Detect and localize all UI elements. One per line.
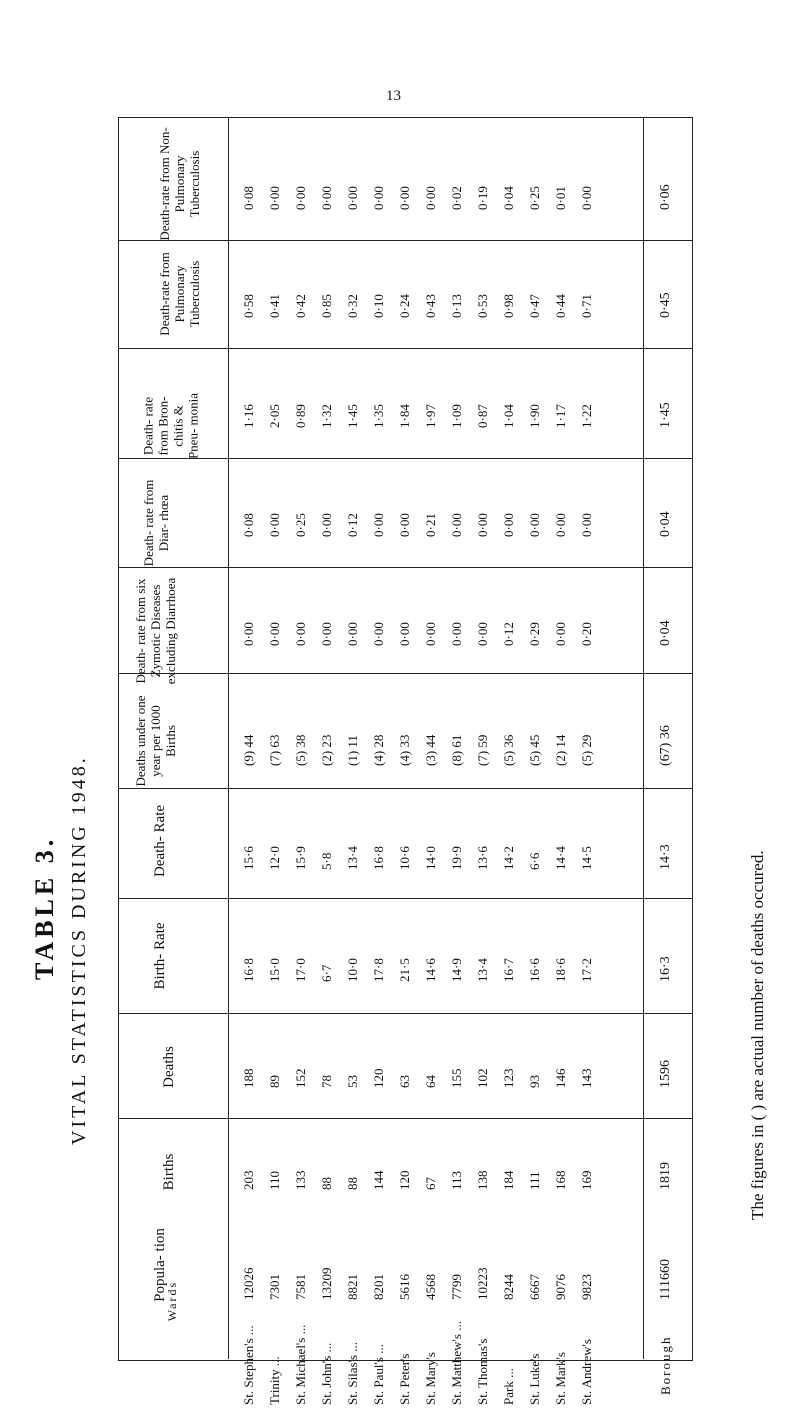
table-cell: 1·90 xyxy=(527,404,542,428)
table-cell: 0·44 xyxy=(553,294,568,318)
table-cell: 1·22 xyxy=(579,404,594,428)
ward-name: Trinity ... xyxy=(267,1356,282,1405)
table-cell: 0·42 xyxy=(293,294,308,318)
table-cell: 14·4 xyxy=(553,846,568,870)
table-cell: 0·41 xyxy=(267,294,282,318)
table-cell: 6667 xyxy=(527,1274,542,1300)
table-cell: 152 xyxy=(293,1068,308,1088)
table-cell: 113 xyxy=(449,1170,464,1190)
ward-name: St. Matthew's ... xyxy=(449,1321,464,1405)
table-cell: 0·00 xyxy=(423,186,438,210)
table-cell: 0·00 xyxy=(579,513,594,537)
table-cell: 15·6 xyxy=(241,846,256,870)
table-cell: 1·35 xyxy=(371,404,386,428)
table-cell: 0·04 xyxy=(501,186,516,210)
table-cell: 0·43 xyxy=(423,294,438,318)
table-cell: 1·84 xyxy=(397,404,412,428)
table-cell: 0·13 xyxy=(449,294,464,318)
table-cell: 0·01 xyxy=(553,186,568,210)
table-cell: 63 xyxy=(397,1075,412,1088)
table-cell: 0·20 xyxy=(579,622,594,646)
table-cell: (3) 44 xyxy=(423,734,438,766)
table-cell: 6·7 xyxy=(319,964,334,982)
header-zymotic: Death- rate from six Zymotic Diseases excluding Diarrhoea xyxy=(133,577,178,685)
table-cell: 1·45 xyxy=(345,404,360,428)
table-cell: 0·19 xyxy=(475,186,490,210)
total-cell: 0·04 xyxy=(658,620,673,646)
table-cell: 188 xyxy=(241,1068,256,1088)
table-cell: 0·00 xyxy=(553,622,568,646)
table-cell: 14·0 xyxy=(423,846,438,870)
ward-name: St. John's ... xyxy=(319,1342,334,1405)
table-cell: (5) 38 xyxy=(293,734,308,766)
table-cell: 138 xyxy=(475,1170,490,1190)
table-cell: 102 xyxy=(475,1068,490,1088)
table-cell: 14·6 xyxy=(423,958,438,982)
table-cell: 21·5 xyxy=(397,958,412,982)
header-births: Births xyxy=(161,1153,177,1191)
total-cell: 0·45 xyxy=(658,292,673,318)
table-cell: 8201 xyxy=(371,1274,386,1300)
table-cell: 0·02 xyxy=(449,186,464,210)
row-divider xyxy=(118,348,693,349)
table-cell: 17·2 xyxy=(579,958,594,982)
table-cell: 0·00 xyxy=(397,622,412,646)
table-cell: 0·00 xyxy=(475,513,490,537)
table-cell: 0·08 xyxy=(241,186,256,210)
table-cell: 1·32 xyxy=(319,404,334,428)
row-divider xyxy=(118,240,693,241)
table-cell: 0·00 xyxy=(371,622,386,646)
total-cell: 1·45 xyxy=(658,402,673,428)
table-cell: 17·0 xyxy=(293,958,308,982)
table-cell: 168 xyxy=(553,1170,568,1190)
table-cell: 0·29 xyxy=(527,622,542,646)
table-cell: 0·47 xyxy=(527,294,542,318)
table-cell: 53 xyxy=(345,1075,360,1088)
page-number: 13 xyxy=(386,88,401,104)
total-cell: 1596 xyxy=(658,1060,673,1088)
header-birth-rate: Birth- Rate xyxy=(152,922,168,990)
total-divider xyxy=(643,117,644,1359)
table-cell: 7581 xyxy=(293,1274,308,1300)
table-cell: 9823 xyxy=(579,1274,594,1300)
table-cell: (2) 14 xyxy=(553,734,568,766)
table-cell: 0·00 xyxy=(527,513,542,537)
table-cell: 0·00 xyxy=(423,622,438,646)
table-cell: 0·00 xyxy=(397,186,412,210)
table-cell: 0·25 xyxy=(527,186,542,210)
table-cell: (2) 23 xyxy=(319,734,334,766)
table-cell: 0·00 xyxy=(397,513,412,537)
table-cell: (7) 63 xyxy=(267,734,282,766)
total-cell: 0·06 xyxy=(658,184,673,210)
table-cell: 184 xyxy=(501,1170,516,1190)
table-cell: 88 xyxy=(345,1177,360,1190)
table-title: TABLE 3. xyxy=(30,835,59,980)
table-cell: 93 xyxy=(527,1075,542,1088)
header-death-rate: Death- Rate xyxy=(152,804,168,878)
table-cell: 67 xyxy=(423,1177,438,1190)
table-cell: 0·12 xyxy=(501,622,516,646)
table-cell: 0·00 xyxy=(241,622,256,646)
table-cell: 1·17 xyxy=(553,404,568,428)
table-cell: 10·6 xyxy=(397,846,412,870)
table-cell: 0·00 xyxy=(267,622,282,646)
table-cell: 18·6 xyxy=(553,958,568,982)
header-pulmonary-tb: Death-rate from Pulmonary Tuberculosis xyxy=(157,252,202,336)
total-cell: 14·3 xyxy=(658,844,673,870)
header-divider xyxy=(228,117,229,1359)
table-cell: 0·21 xyxy=(423,513,438,537)
table-cell: 0·58 xyxy=(241,294,256,318)
table-cell: 0·00 xyxy=(553,513,568,537)
table-cell: 8821 xyxy=(345,1274,360,1300)
table-cell: 2·05 xyxy=(267,404,282,428)
table-cell: 111 xyxy=(527,1171,542,1190)
table-cell: 0·00 xyxy=(371,513,386,537)
table-cell: 0·00 xyxy=(475,622,490,646)
ward-name: St. Peter's xyxy=(397,1353,412,1405)
table-cell: 0·53 xyxy=(475,294,490,318)
table-cell: 143 xyxy=(579,1068,594,1088)
table-cell: 1·09 xyxy=(449,404,464,428)
ward-name: St. Andrew's xyxy=(579,1339,594,1405)
total-cell: 16·3 xyxy=(658,956,673,982)
table-cell: 0·12 xyxy=(345,513,360,537)
table-cell: 9076 xyxy=(553,1274,568,1300)
table-cell: 17·8 xyxy=(371,958,386,982)
table-cell: 0·00 xyxy=(267,186,282,210)
table-cell: (8) 61 xyxy=(449,734,464,766)
table-cell: 13·4 xyxy=(345,846,360,870)
table-cell: (9) 44 xyxy=(241,734,256,766)
table-cell: 0·00 xyxy=(579,186,594,210)
table-cell: 0·00 xyxy=(501,513,516,537)
table-cell: 0·32 xyxy=(345,294,360,318)
table-cell: 12026 xyxy=(241,1267,256,1300)
table-cell: 0·00 xyxy=(293,622,308,646)
table-cell: 7301 xyxy=(267,1274,282,1300)
table-subtitle: VITAL STATISTICS DURING 1948. xyxy=(68,755,90,1145)
ward-name: St. Michael's ... xyxy=(293,1324,308,1405)
table-cell: 0·00 xyxy=(345,622,360,646)
table-cell: (4) 28 xyxy=(371,734,386,766)
table-cell: 78 xyxy=(319,1075,334,1088)
table-cell: 203 xyxy=(241,1170,256,1190)
row-divider xyxy=(118,1013,693,1014)
table-cell: 0·00 xyxy=(319,513,334,537)
table-cell: 133 xyxy=(293,1170,308,1190)
table-cell: 0·00 xyxy=(371,186,386,210)
table-cell: 14·2 xyxy=(501,846,516,870)
table-cell: 0·71 xyxy=(579,294,594,318)
table-cell: 0·89 xyxy=(293,404,308,428)
header-deaths: Deaths xyxy=(161,1046,177,1088)
total-cell: 0·04 xyxy=(658,511,673,537)
table-cell: 88 xyxy=(319,1177,334,1190)
table-cell: (5) 36 xyxy=(501,734,516,766)
header-non-pulmonary-tb: Death-rate from Non-Pulmonary Tuberculosis xyxy=(157,127,202,241)
total-cell: (67) 36 xyxy=(658,725,673,766)
ward-name: St. Thomas's xyxy=(475,1338,490,1405)
ward-name: St. Stephen's ... xyxy=(241,1325,256,1405)
table-cell: 123 xyxy=(501,1068,516,1088)
header-infant-mortality: Deaths under one year per 1000 Births xyxy=(133,695,178,787)
table-cell: 8244 xyxy=(501,1274,516,1300)
table-cell: 14·9 xyxy=(449,958,464,982)
table-cell: 13·4 xyxy=(475,958,490,982)
ward-name: St. Luke's xyxy=(527,1353,542,1405)
table-cell: 14·5 xyxy=(579,846,594,870)
total-label: Borough xyxy=(658,1335,673,1395)
table-cell: (5) 45 xyxy=(527,734,542,766)
table-cell: 0·00 xyxy=(319,186,334,210)
table-cell: 0·00 xyxy=(319,622,334,646)
ward-name: St. Silas's ... xyxy=(345,1341,360,1405)
table-cell: 16·6 xyxy=(527,958,542,982)
table-cell: 0·24 xyxy=(397,294,412,318)
header-bronchitis: Death- rate from Bron- chitis & Pneu- monia xyxy=(140,392,201,460)
table-cell: 15·0 xyxy=(267,958,282,982)
table-cell: 0·00 xyxy=(267,513,282,537)
table-cell: 146 xyxy=(553,1068,568,1088)
row-divider xyxy=(118,898,693,899)
table-cell: 0·87 xyxy=(475,404,490,428)
table-cell: 5·8 xyxy=(319,852,334,870)
footnote: The figures in ( ) are actual number of deaths occured. xyxy=(748,850,767,1220)
header-population: Popula- tion xyxy=(152,1228,168,1302)
table-cell: 12·0 xyxy=(267,846,282,870)
table-cell: (1) 11 xyxy=(345,735,360,766)
table-cell: 0·08 xyxy=(241,513,256,537)
table-cell: 144 xyxy=(371,1170,386,1190)
ward-name: St. Mark's xyxy=(553,1352,568,1405)
table-cell: 19·9 xyxy=(449,846,464,870)
table-cell: 0·00 xyxy=(449,622,464,646)
table-cell: 0·25 xyxy=(293,513,308,537)
table-cell: 155 xyxy=(449,1068,464,1088)
total-cell: 1819 xyxy=(658,1162,673,1190)
table-cell: (7) 59 xyxy=(475,734,490,766)
table-cell: 1·16 xyxy=(241,404,256,428)
table-cell: 0·00 xyxy=(345,186,360,210)
table-cell: (4) 33 xyxy=(397,734,412,766)
table-cell: 13209 xyxy=(319,1267,334,1300)
table-cell: 0·00 xyxy=(449,513,464,537)
header-diarrhoea: Death- rate from Diar- rhœa xyxy=(141,479,171,567)
table-cell: 0·00 xyxy=(293,186,308,210)
table-cell: 10·0 xyxy=(345,958,360,982)
table-cell: 64 xyxy=(423,1075,438,1088)
table-cell: 6·6 xyxy=(527,852,542,870)
table-cell: 13·6 xyxy=(475,846,490,870)
table-cell: 0·85 xyxy=(319,294,334,318)
table-cell: 110 xyxy=(267,1170,282,1190)
header-wards: Wards xyxy=(165,1280,179,1322)
table-cell: 120 xyxy=(397,1170,412,1190)
table-cell: 15·9 xyxy=(293,846,308,870)
table-cell: (5) 29 xyxy=(579,734,594,766)
table-cell: 1·04 xyxy=(501,404,516,428)
ward-name: St. Paul's ... xyxy=(371,1344,386,1405)
ward-name: St. Mary's xyxy=(423,1352,438,1405)
table-cell: 0·10 xyxy=(371,294,386,318)
table-cell: 120 xyxy=(371,1068,386,1088)
ward-name: Park ... xyxy=(501,1368,516,1405)
table-cell: 4568 xyxy=(423,1274,438,1300)
table-cell: 0·98 xyxy=(501,294,516,318)
row-divider xyxy=(118,1118,693,1119)
table-cell: 5616 xyxy=(397,1274,412,1300)
table-cell: 1·97 xyxy=(423,404,438,428)
table-cell: 169 xyxy=(579,1170,594,1190)
table-cell: 89 xyxy=(267,1075,282,1088)
table-cell: 16·8 xyxy=(241,958,256,982)
table-cell: 10223 xyxy=(475,1267,490,1300)
table-cell: 7799 xyxy=(449,1274,464,1300)
total-cell: 111660 xyxy=(658,1259,673,1300)
table-cell: 16·8 xyxy=(371,846,386,870)
table-cell: 16·7 xyxy=(501,958,516,982)
